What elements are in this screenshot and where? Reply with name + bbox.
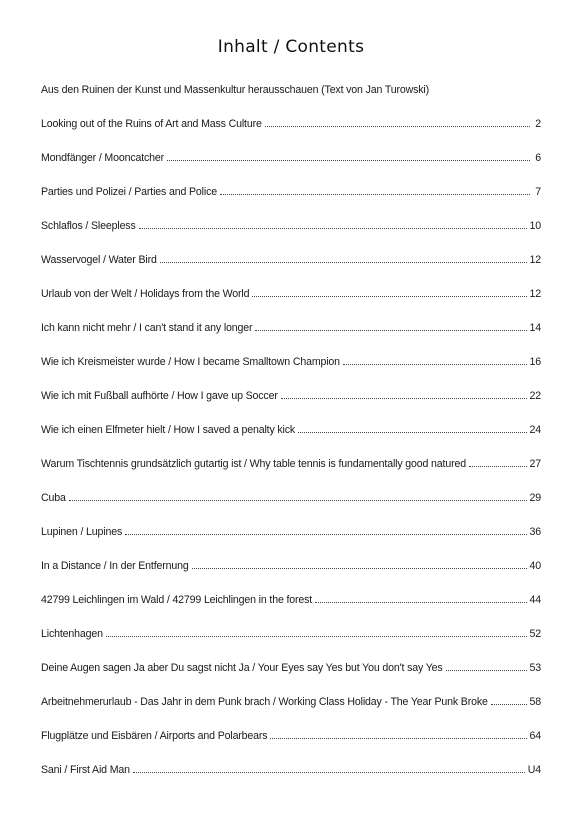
toc-entry-title: Warum Tischtennis grundsätzlich gutartig ist / Why table tennis is fundamentally good natured: [41, 458, 466, 470]
dot-leader: [491, 695, 527, 705]
toc-entry: [41, 559, 541, 593]
dot-leader: [192, 559, 527, 569]
toc-entry-page-number: 2: [535, 118, 541, 130]
toc-entry-title: Sani / First Aid Man: [41, 764, 130, 776]
table-of-contents: [41, 83, 541, 797]
toc-entry-page-number: 6: [535, 152, 541, 164]
toc-entry-title: Lichtenhagen: [41, 628, 103, 640]
dot-leader: [281, 389, 527, 399]
toc-entry-page-number: 64: [529, 730, 541, 742]
toc-entry-title: Wasservogel / Water Bird: [41, 254, 157, 266]
toc-entry-page-number: 12: [529, 254, 541, 266]
dot-leader: [139, 219, 527, 229]
dot-leader: [469, 457, 527, 467]
toc-entry: [41, 763, 541, 797]
toc-entry-title: Parties und Polizei / Parties and Police: [41, 186, 217, 198]
toc-entry: [41, 423, 541, 457]
toc-entry: [41, 321, 541, 355]
page-title: Inhalt / Contents: [217, 37, 365, 57]
toc-entry: [41, 185, 541, 219]
dot-leader: [125, 525, 526, 535]
toc-entry: [41, 253, 541, 287]
toc-entry: [41, 219, 541, 253]
toc-entry: [41, 355, 541, 389]
toc-entry-page-number: 14: [529, 322, 541, 334]
dot-leader: [343, 355, 527, 365]
dot-leader: [265, 117, 530, 127]
toc-entry-title: In a Distance / In der Entfernung: [41, 560, 189, 572]
toc-entry: [41, 491, 541, 525]
toc-entry: [41, 593, 541, 627]
toc-entry-page-number: 40: [529, 560, 541, 572]
toc-entry: [41, 287, 541, 321]
toc-entry-title: Wie ich einen Elfmeter hielt / How I saved a penalty kick: [41, 424, 296, 436]
toc-entry-page-number: 16: [529, 356, 541, 368]
toc-entry-page-number: 24: [529, 424, 541, 436]
dot-leader: [446, 661, 527, 671]
toc-entry-page-number: 27: [529, 458, 541, 470]
toc-entry: [41, 661, 541, 695]
toc-entry: [41, 457, 541, 491]
toc-entry-title: Wie ich mit Fußball aufhörte / How I gave up Soccer: [41, 390, 278, 402]
toc-entry-page-number: 12: [529, 288, 541, 300]
toc-entry: [41, 525, 541, 559]
dot-leader: [298, 423, 526, 433]
dot-leader: [270, 729, 526, 739]
dot-leader: [106, 627, 527, 637]
dot-leader: [69, 491, 527, 501]
dot-leader: [315, 593, 526, 603]
toc-entry-page-number: 22: [529, 390, 541, 402]
toc-entry-title: Schlaflos / Sleepless: [41, 220, 136, 232]
toc-entry-page-number: 7: [535, 186, 541, 198]
dot-leader: [167, 151, 530, 161]
toc-entry-title: 42799 Leichlingen im Wald / 42799 Leichlingen in the forest: [41, 594, 313, 606]
toc-entry: [41, 627, 541, 661]
toc-entry-title: Flugplätze und Eisbären / Airports and Polarbears: [41, 730, 268, 742]
toc-entry-page-number: 10: [529, 220, 541, 232]
toc-entry-title: Deine Augen sagen Ja aber Du sagst nicht Ja / Your Eyes say Yes but You don't say Yes: [41, 662, 443, 674]
toc-entry-title: Lupinen / Lupines: [41, 526, 123, 538]
toc-entry-page-number: 36: [529, 526, 541, 538]
dot-leader: [252, 287, 526, 297]
toc-entry-page-number: 58: [529, 696, 541, 708]
dot-leader: [160, 253, 527, 263]
toc-entry-title: Looking out of the Ruins of Art and Mass Culture: [41, 118, 262, 130]
toc-entry: [41, 83, 541, 117]
dot-leader: [220, 185, 530, 195]
toc-entry-title: Arbeitnehmerurlaub - Das Jahr in dem Punk brach / Working Class Holiday - The Year Punk Broke: [41, 696, 488, 708]
toc-entry: [41, 117, 541, 151]
toc-entry: [41, 695, 541, 729]
toc-entry-title: Cuba: [41, 492, 66, 504]
toc-entry-page-number: 29: [529, 492, 541, 504]
toc-entry-title: Aus den Ruinen der Kunst und Massenkultur herausschauen (Text von Jan Turowski): [41, 84, 429, 96]
toc-entry-page-number: U4: [527, 764, 541, 776]
toc-entry-title: Wie ich Kreismeister wurde / How I became Smalltown Champion: [41, 356, 340, 368]
toc-entry: [41, 151, 541, 185]
toc-entry-page-number: 53: [529, 662, 541, 674]
toc-entry: [41, 729, 541, 763]
toc-entry-page-number: 44: [529, 594, 541, 606]
toc-entry: [41, 389, 541, 423]
dot-leader: [255, 321, 526, 331]
toc-entry-page-number: 52: [529, 628, 541, 640]
toc-entry-title: Urlaub von der Welt / Holidays from the World: [41, 288, 250, 300]
toc-entry-title: Mondfänger / Mooncatcher: [41, 152, 165, 164]
dot-leader: [133, 763, 525, 773]
toc-entry-title: Ich kann nicht mehr / I can't stand it any longer: [41, 322, 253, 334]
